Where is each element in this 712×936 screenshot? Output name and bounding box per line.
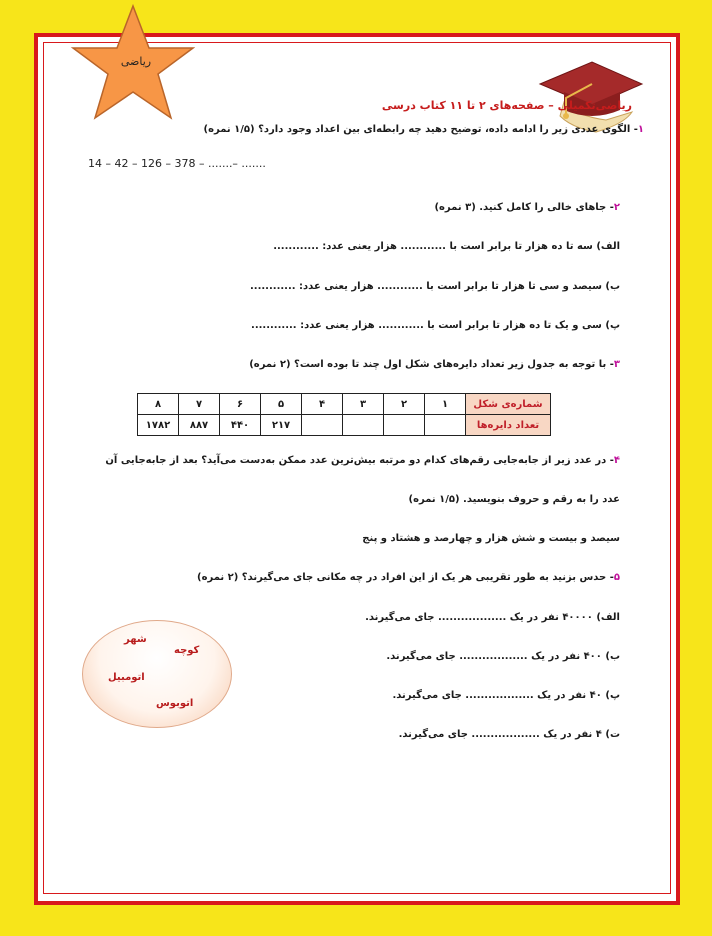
question-3-number: ۳ <box>613 359 620 370</box>
table-header: شماره‌ی شکل <box>466 394 551 415</box>
table-cell: ۴ <box>302 394 343 415</box>
question-2-item-c: پ) سی و یک تا ده هزار تا برابر است با ............ هزار یعنی عدد: ............ <box>251 320 620 331</box>
table-cell: ۳ <box>343 394 384 415</box>
number-in-words: سیصد و بیست و شش هزار و چهارصد و هشتاد و پنج <box>362 533 620 544</box>
question-5-item-c: پ) ۴۰ نفر در یک .................. جای می‌گیرند. <box>392 690 620 701</box>
table-row <box>138 415 551 436</box>
table-cell: ۲۱۷ <box>261 415 302 436</box>
word-bank-item: اتومبیل <box>108 672 145 683</box>
question-1 <box>204 124 644 135</box>
table-cell <box>302 415 343 436</box>
question-3-text: - با توجه به جدول زیر تعداد دایره‌های شکل اول چند تا بوده است؟ (۲ نمره) <box>249 359 614 370</box>
table-cell: ۴۴۰ <box>220 415 261 436</box>
table-row <box>138 394 551 415</box>
word-bank-item: کوچه <box>174 645 200 656</box>
table-cell: ۵ <box>261 394 302 415</box>
table-cell: ۱ <box>425 394 466 415</box>
table-cell: ۸ <box>138 394 179 415</box>
question-2-number: ۲ <box>613 202 620 213</box>
question-1-text: - الگوی عددی زیر را ادامه داده، توضیح دهید چه رابطه‌ای بین اعداد وجود دارد؟ (۱/۵ نمره) <box>203 124 638 135</box>
word-bank-item: اتوبوس <box>156 698 194 709</box>
table-cell: ۱۷۸۲ <box>138 415 179 436</box>
question-5-text: - حدس بزنید به طور تقریبی هر یک از این افراد در چه مکانی جای می‌گیرند؟ (۲ نمره) <box>197 572 614 583</box>
question-4-number: ۴ <box>613 455 620 466</box>
question-2-item-a: الف) سه تا ده هزار تا برابر است با ............ هزار یعنی عدد: ............ <box>273 241 620 252</box>
question-3 <box>249 359 620 370</box>
question-5-number: ۵ <box>613 572 620 583</box>
word-bank-item: شهر <box>124 634 147 645</box>
question-2-item-b: ب) سیصد و سی تا هزار تا برابر است با ............ هزار یعنی عدد: ............ <box>249 281 620 292</box>
question-2-text: - جاهای خالی را کامل کنید. (۳ نمره) <box>434 202 614 213</box>
graduation-cap-icon <box>536 54 646 134</box>
number-pattern: 14 – 42 – 126 – 378 – .......– ....... <box>88 157 266 170</box>
table-cell <box>425 415 466 436</box>
circles-table <box>137 393 551 436</box>
word-bank <box>82 620 232 728</box>
table-cell: ۶ <box>220 394 261 415</box>
table-cell: ۷ <box>179 394 220 415</box>
question-2 <box>434 202 620 213</box>
question-4-line-2: عدد را به رقم و حروف بنویسید. (۱/۵ نمره) <box>408 494 620 505</box>
table-cell: ۸۸۷ <box>179 415 220 436</box>
table-cell <box>343 415 384 436</box>
page-title: ریاضی‌تکمیلی – صفحه‌های ۲ تا ۱۱ کتاب درسی <box>381 99 632 112</box>
table-cell: ۲ <box>384 394 425 415</box>
question-4-text: - در عدد زیر از جابه‌جایی رقم‌های کدام دو مرتبه بیش‌ترین عدد ممکن به‌دست می‌آید؟ بعد از جابه‌جایی آن <box>105 455 614 466</box>
question-5-item-d: ت) ۴ نفر در یک .................. جای می‌گیرند. <box>398 729 620 740</box>
subject-badge: ریاضی <box>120 55 152 68</box>
question-5 <box>197 572 620 583</box>
question-5-item-a: الف) ۴۰۰۰۰ نفر در یک .................. جای می‌گیرند. <box>365 612 620 623</box>
question-1-number: ۱ <box>637 124 644 135</box>
question-5-item-b: ب) ۴۰۰ نفر در یک .................. جای می‌گیرند. <box>386 651 620 662</box>
table-header: تعداد دایره‌ها <box>466 415 551 436</box>
question-4 <box>105 455 620 466</box>
table-cell <box>384 415 425 436</box>
